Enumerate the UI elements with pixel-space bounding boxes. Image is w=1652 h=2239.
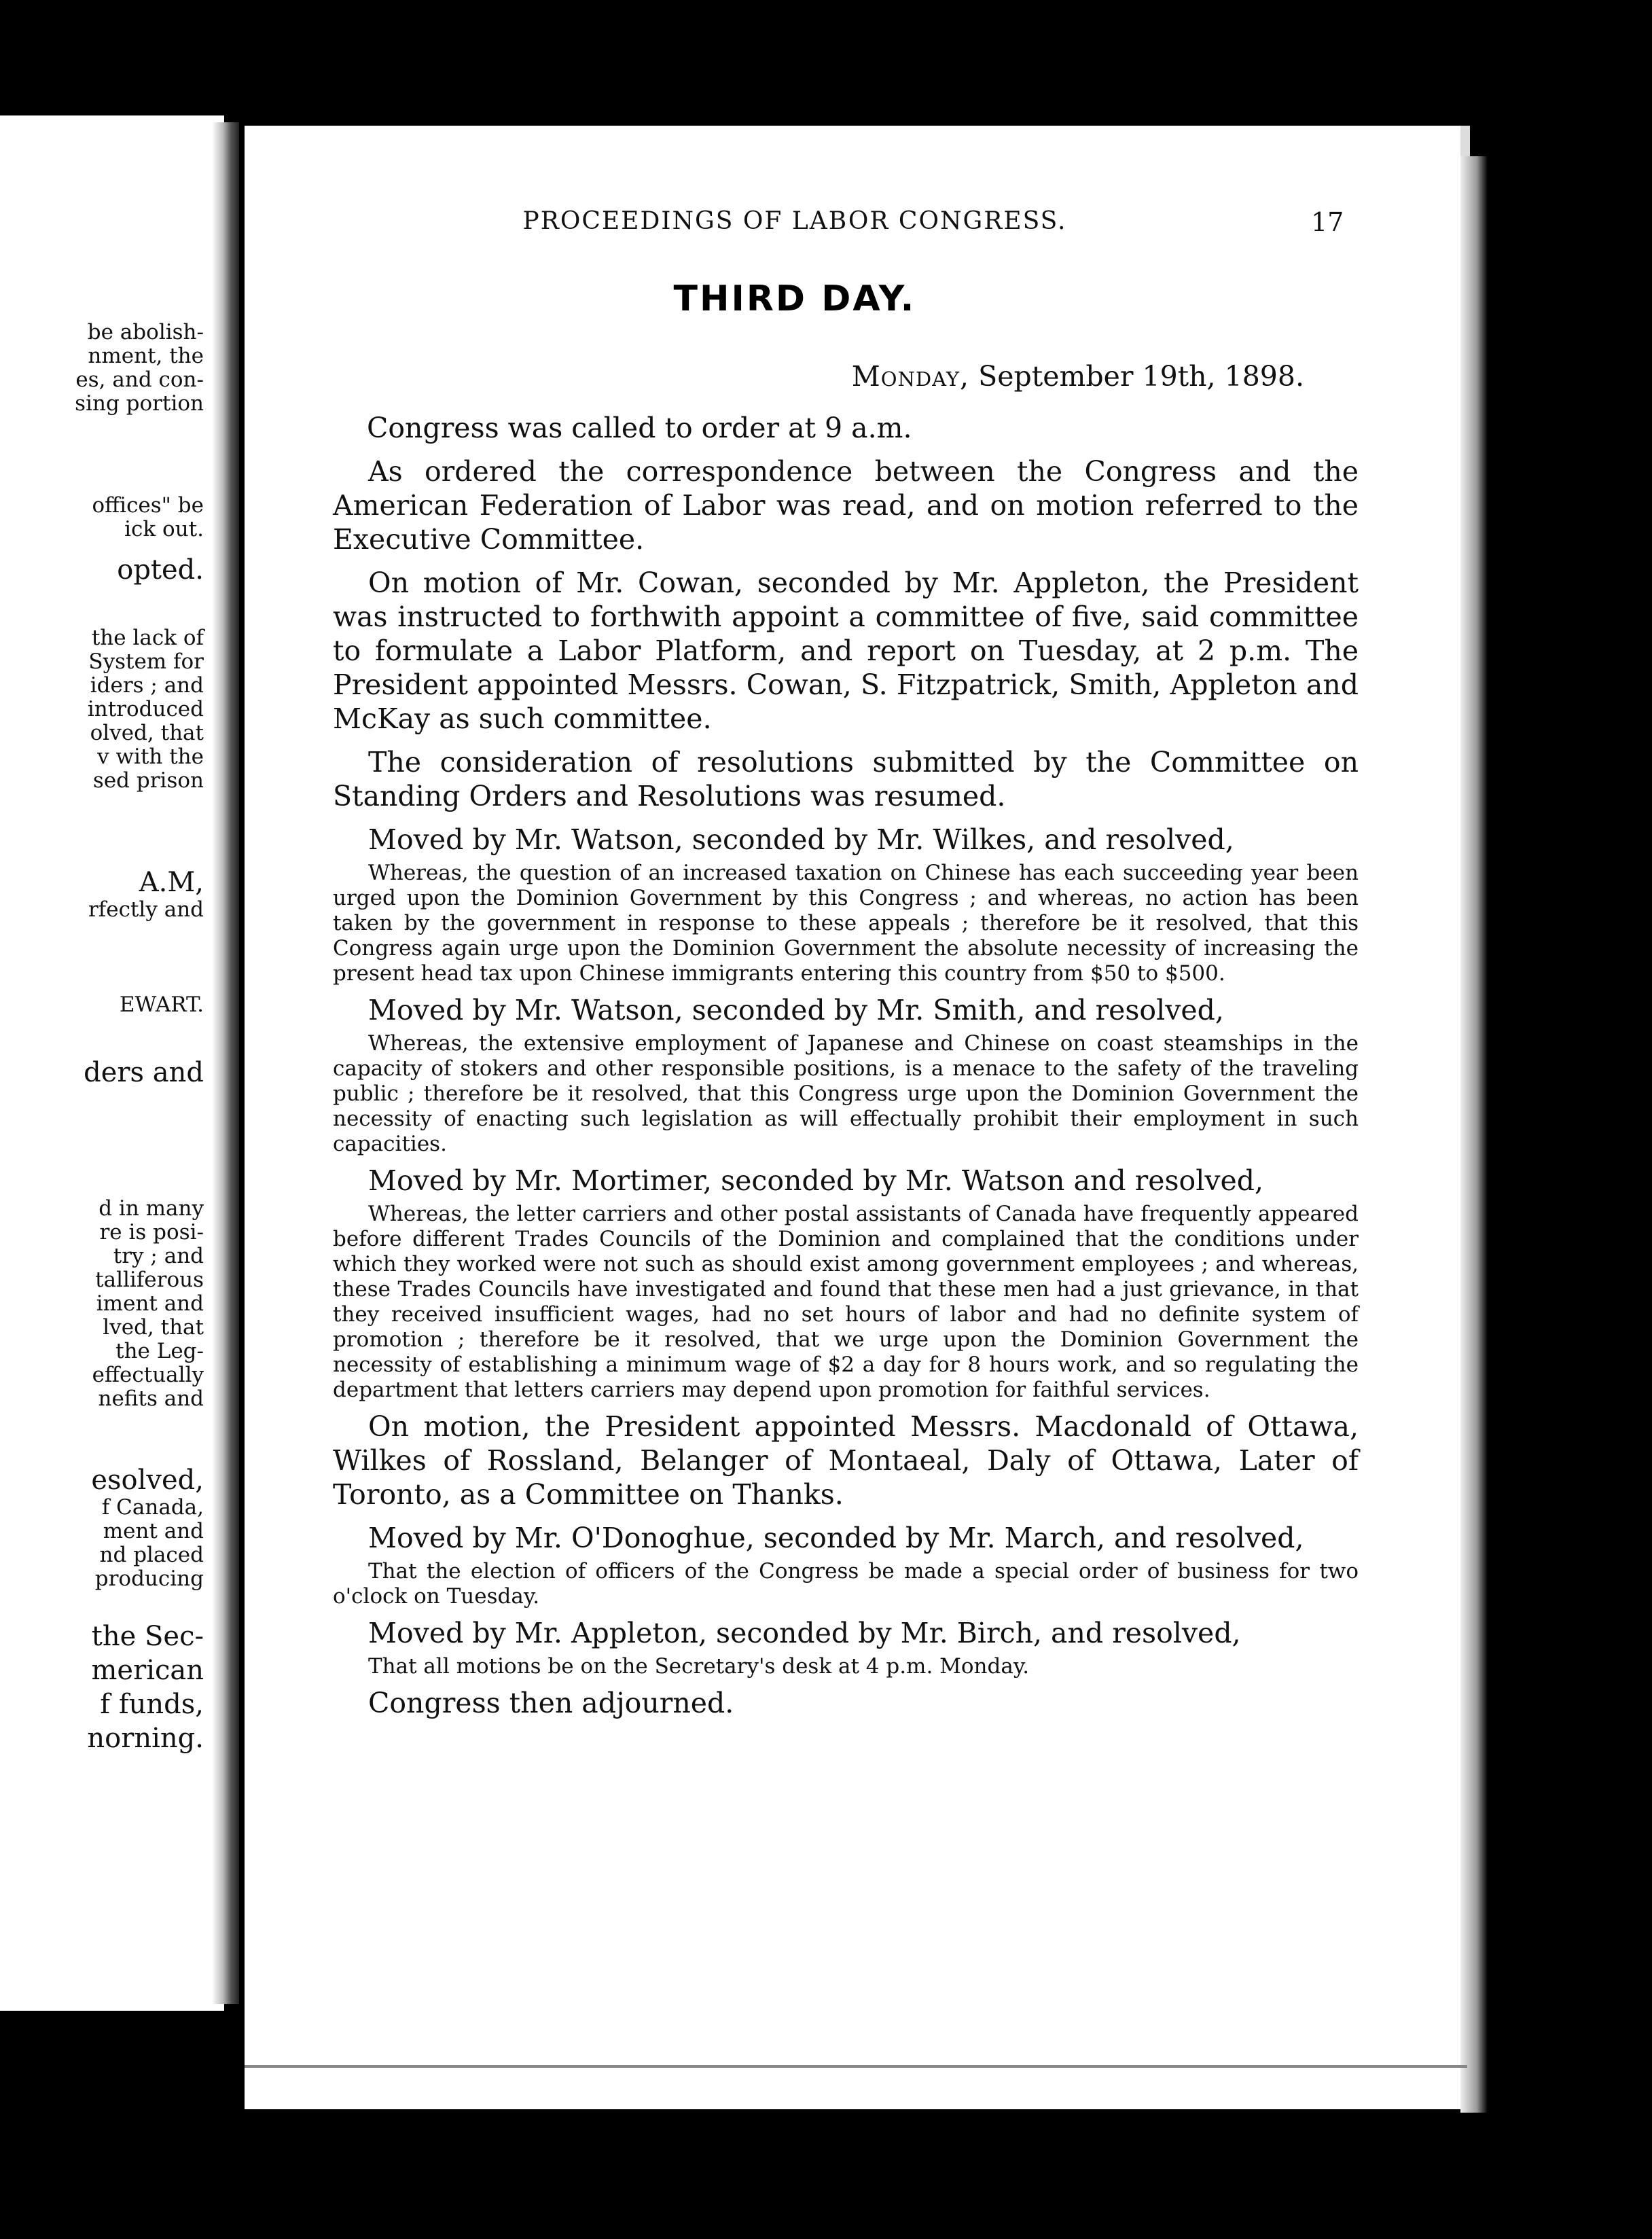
previous-page-line: rfectly and: [88, 897, 204, 922]
previous-page-line: EWART.: [119, 992, 204, 1017]
book-gutter: [212, 122, 239, 2004]
previous-page-line: f Canada,: [101, 1495, 204, 1520]
date-weekday: Monday,: [851, 360, 970, 393]
previous-page-line: effectually: [92, 1363, 204, 1387]
motion-line: Moved by Mr. Watson, seconded by Mr. Smith, and resolved,: [368, 994, 1224, 1026]
previous-page-line: nment, the: [88, 344, 204, 368]
previous-page-line: re is posi-: [99, 1220, 204, 1244]
previous-page-line: producing: [94, 1566, 204, 1591]
previous-page-line: d in many: [98, 1196, 204, 1221]
paragraph-resolutions-resumed: The consideration of resolutions submitted by the Committee on Standing Orders and Resolutions was resumed.: [333, 746, 1359, 812]
previous-page-line: A.M,: [139, 867, 204, 898]
date-text: September 19th, 1898.: [978, 360, 1304, 393]
page-bottom-edge: [245, 2065, 1467, 2068]
previous-page-line: lved, that: [103, 1315, 204, 1340]
previous-page-line: iment and: [96, 1291, 204, 1316]
previous-page-line: sing portion: [75, 391, 204, 416]
date-line: [734, 360, 1304, 393]
previous-page-line: the lack of: [91, 626, 204, 650]
previous-page-line: norning.: [87, 1723, 204, 1754]
previous-page-line: nd placed: [99, 1543, 204, 1567]
previous-page-line: nefits and: [98, 1386, 204, 1411]
previous-page-line: ders and: [84, 1057, 204, 1088]
previous-page-line: opted.: [117, 554, 204, 586]
section-heading: THIRD DAY.: [673, 279, 916, 319]
resolution-text: That the election of officers of the Congress be made a special order of business for two o'clock on Tuesday.: [333, 1559, 1359, 1609]
paragraph-committee-on-thanks: On motion, the President appointed Messrs. Macdonald of Ottawa, Wilkes of Rossland, Belanger of Montaeal, Daly of Ottawa, Later of Toronto, as a Committee on Thanks.: [333, 1410, 1359, 1511]
previous-page-line: the Leg-: [115, 1339, 204, 1363]
previous-page-line: System for: [88, 649, 204, 674]
resolution-text: Whereas, the question of an increased taxation on Chinese has each succeeding year been urged upon the Dominion Government by this Congress ; and whereas, no action has been taken by the government in response to these appeals ; therefore be it resolved, that this Congress again urge upon the Dominion Government the absolute necessity of increasing the present head tax upon Chinese immigrants entering this country from $50 to $500.: [333, 861, 1359, 986]
resolution-text: Whereas, the letter carriers and other postal assistants of Canada have frequently appeared before different Trades Councils of the Dominion and complained that the conditions under which they worked were not such as should exist among government employees ; and whereas, these Trades Councils have investigated and found that these men had a just grievance, in that they received insufficient wages, had no set hours of labor and had no definite system of promotion ; therefore be it resolved, that we urge upon the Dominion Government the necessity of establishing a minimum wage of $2 a day for 8 hours work, and so regulating the department that letters carriers may depend upon promotion for faithful services.: [333, 1202, 1359, 1402]
motion-line: Moved by Mr. O'Donoghue, seconded by Mr. March, and resolved,: [368, 1522, 1304, 1554]
page-number: 17: [1311, 207, 1344, 237]
previous-page-line: the Sec-: [91, 1621, 204, 1652]
previous-page-line: talliferous: [95, 1268, 204, 1292]
motion-line: Moved by Mr. Appleton, seconded by Mr. Birch, and resolved,: [368, 1617, 1241, 1649]
previous-page-fragment: [0, 115, 224, 2011]
page-edge: [1460, 156, 1488, 2113]
previous-page-line: iders ; and: [90, 673, 204, 698]
paragraph-correspondence: As ordered the correspondence between the Congress and the American Federation of Labor was read, and on motion referred to the Executive Committee.: [333, 455, 1359, 556]
paragraph-platform-committee: On motion of Mr. Cowan, seconded by Mr. Appleton, the President was instructed to forthwith appoint a committee of five, said committee to formulate a Labor Platform, and report on Tuesday, at 2 p.m. The President appointed Messrs. Cowan, S. Fitzpatrick, Smith, Appleton and McKay as such committee.: [333, 567, 1359, 735]
previous-page-line: ick out.: [124, 517, 204, 541]
resolution-text: That all motions be on the Secretary's desk at 4 p.m. Monday.: [368, 1654, 1030, 1679]
resolution-text: Whereas, the extensive employment of Japanese and Chinese on coast steamships in the capacity of stokers and other responsible positions, is a menace to the safety of the traveling public ; therefore be it resolved, that this Congress urge upon the Dominion Government the necessity of enacting such legislation as will effectually prohibit their employment in such capacities.: [333, 1031, 1359, 1156]
previous-page-line: introduced: [87, 697, 204, 721]
previous-page-line: olved, that: [90, 721, 204, 745]
previous-page-line: offices" be: [92, 493, 204, 518]
previous-page-line: ment and: [103, 1519, 204, 1543]
running-head: PROCEEDINGS OF LABOR CONGRESS.: [522, 207, 1067, 235]
previous-page-line: sed prison: [92, 768, 204, 793]
proceedings-body: [333, 411, 1359, 1730]
previous-page-line: f funds,: [100, 1689, 204, 1720]
previous-page-line: try ; and: [113, 1244, 204, 1268]
motion-line: Moved by Mr. Mortimer, seconded by Mr. Watson and resolved,: [368, 1164, 1264, 1197]
previous-page-line: es, and con-: [75, 368, 204, 392]
previous-page-line: v with the: [97, 745, 204, 769]
previous-page-line: esolved,: [91, 1465, 204, 1496]
previous-page-line: be abolish-: [87, 320, 204, 344]
paragraph-adjourned: Congress then adjourned.: [368, 1687, 734, 1719]
previous-page-line: merican: [91, 1655, 204, 1686]
paragraph-call-to-order: Congress was called to order at 9 a.m.: [367, 412, 912, 444]
motion-line: Moved by Mr. Watson, seconded by Mr. Wilkes, and resolved,: [368, 823, 1234, 856]
